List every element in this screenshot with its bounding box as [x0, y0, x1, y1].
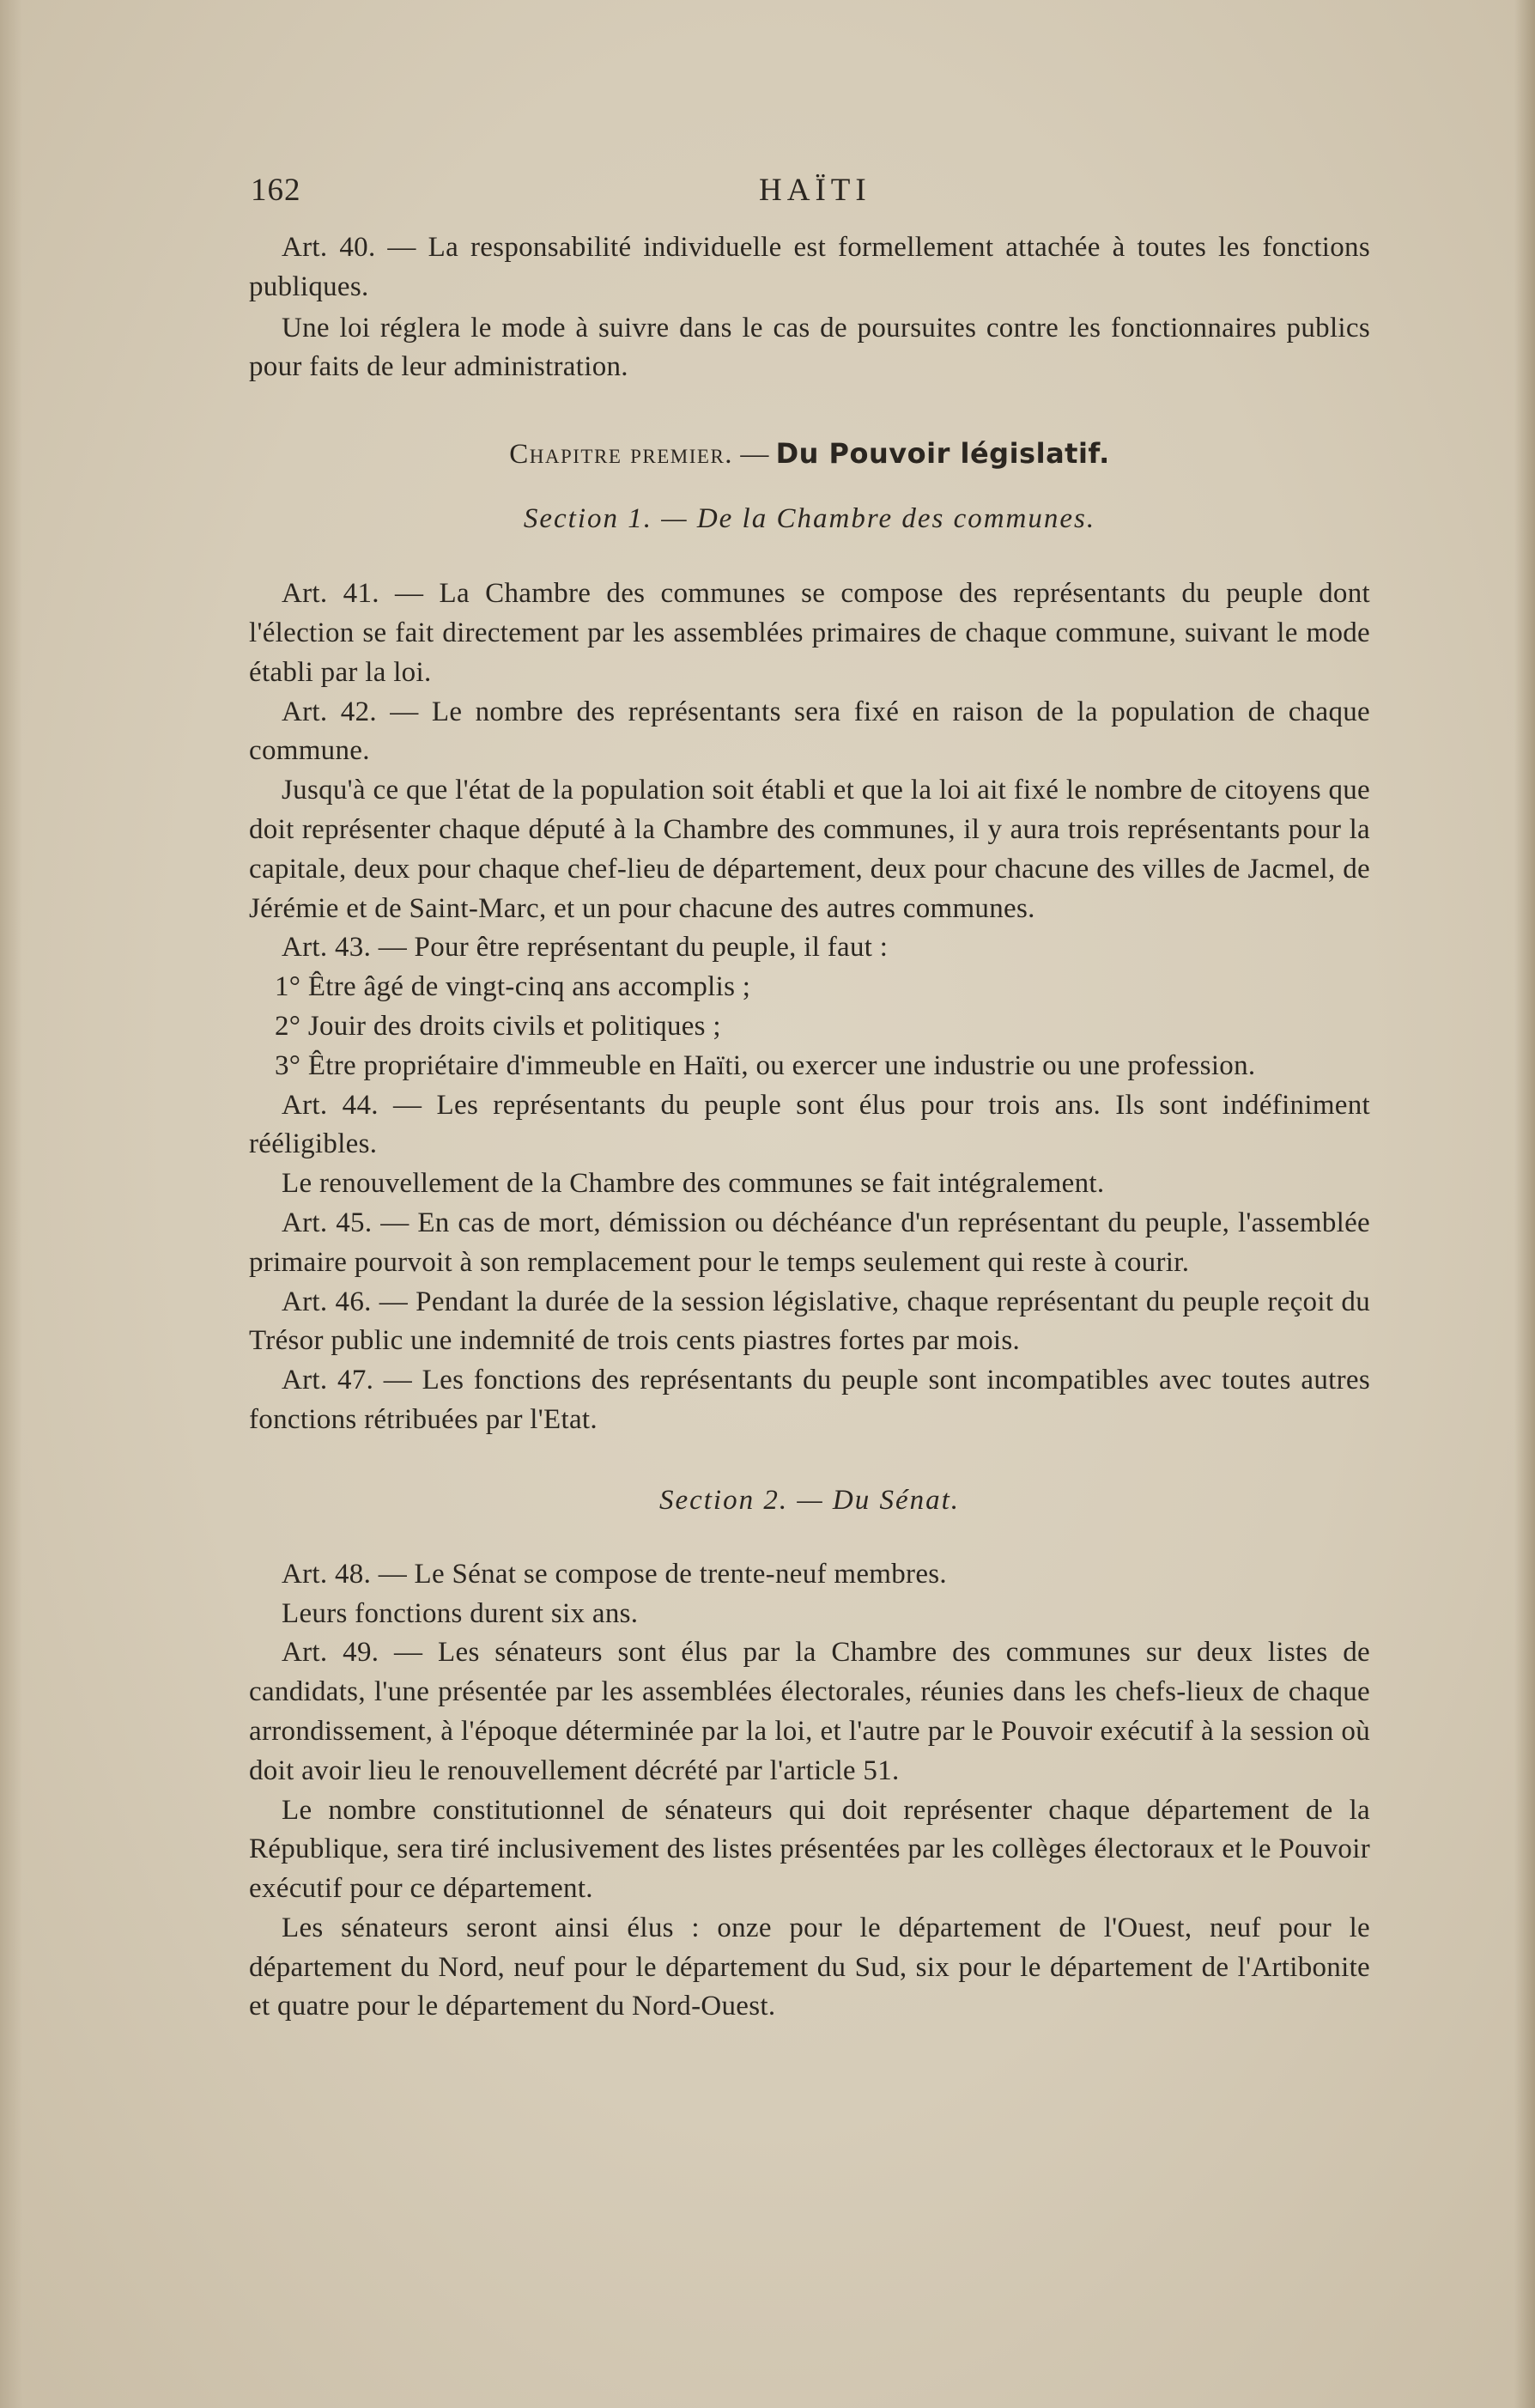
article-44-continuation: Le renouvellement de la Chambre des communes se fait intégralement.: [282, 1168, 1105, 1200]
article-40-paragraph: Art. 40. — La responsabilité individuelle est formellement attachée à toutes les fonctions publiques.: [249, 232, 1370, 302]
article-45-paragraph: Art. 45. — En cas de mort, démission ou déchéance d'un représentant du peuple, l'assemblée primaire pourvoit à son remplacement pour le temps seulement qui reste à courir.: [249, 1207, 1370, 1278]
condition-item: 3° Être propriétaire d'immeuble en Haïti, ou exercer une industrie ou une profession.: [275, 1049, 1256, 1081]
article-43-paragraph: Art. 43. — Pour être représentant du peuple, il faut :: [282, 932, 889, 964]
page-edge-left: [0, 0, 22, 2408]
article-48-continuation: Leurs fonctions durent six ans.: [282, 1597, 639, 1629]
chapter-label: Chapitre premier.: [509, 439, 734, 471]
article-47-paragraph: Art. 47. — Les fonctions des représentants du peuple sont incompatibles avec toutes autres fonctions rétribuées par l'Etat.: [249, 1365, 1370, 1435]
chapter-heading: [249, 433, 1370, 475]
article-49-paragraph: Art. 49. — Les sénateurs sont élus par la Chambre des communes sur deux listes de candidats, l'une présentée par les assemblées électorales, réunies dans les chefs-lieux de chaque arrondissement, à l'époque déterminée par la loi, et l'autre par le Pouvoir exécutif à la session où doit avoir lieu le renouvellement décrété par l'article 51.: [249, 1637, 1370, 1786]
condition-item: 1° Être âgé de vingt-cinq ans accomplis ;: [275, 971, 751, 1003]
article-49-distribution: Les sénateurs seront ainsi élus : onze pour le département de l'Ouest, neuf pour le département du Nord, neuf pour le département du Sud, six pour le département de l'Artibonite et quatre pour le département du Nord-Ouest.: [249, 1912, 1370, 2022]
page-edge-right: [1514, 0, 1535, 2408]
article-42-paragraph: Art. 42. — Le nombre des représentants sera fixé en raison de la population de chaque commune.: [249, 696, 1370, 767]
page-header: [251, 172, 1375, 223]
article-42-continuation: Jusqu'à ce que l'état de la population soit établi et que la loi ait fixé le nombre de citoyens que doit représenter chaque député à la Chambre des communes, il y aura trois représentants pour la capitale, deux pour chaque chef-lieu de département, deux pour chacune des villes de Jacmel, de Jérémie et de Saint-Marc, et un pour chacune des autres communes.: [249, 775, 1370, 924]
running-title: HAÏTI: [759, 173, 871, 208]
section-2-heading: Section 2. — Du Sénat.: [658, 1484, 961, 1516]
article-48-paragraph: Art. 48. — Le Sénat se compose de trente-neuf membres.: [282, 1558, 947, 1590]
article-46-paragraph: Art. 46. — Pendant la durée de la session législative, chaque représentant du peuple reçoit du Trésor public une indemnité de trois cents piastres fortes par mois.: [249, 1286, 1370, 1357]
chapter-dash: —: [733, 439, 776, 471]
page-number: 162: [251, 173, 301, 208]
article-44-paragraph: Art. 44. — Les représentants du peuple sont élus pour trois ans. Ils sont indéfiniment rééligibles.: [249, 1089, 1370, 1160]
article-40-continuation: Une loi réglera le mode à suivre dans le cas de poursuites contre les fonctionnaires publics pour faits de leur administration.: [249, 312, 1370, 383]
article-41-paragraph: Art. 41. — La Chambre des communes se compose des représentants du peuple dont l'élection se fait directement par les assemblées primaires de chaque commune, suivant le mode établi par la loi.: [249, 578, 1370, 688]
chapter-title: Du Pouvoir législatif.: [775, 437, 1110, 471]
body-text: [249, 228, 1370, 2027]
section-1-heading: Section 1. — De la Chambre des communes.: [523, 503, 1096, 535]
article-49-continuation: Le nombre constitutionnel de sénateurs qui doit représenter chaque département de la République, sera tiré inclusivement des listes présentées par les collèges électoraux et le Pouvoir exécutif pour ce département.: [249, 1794, 1370, 1905]
condition-item: 2° Jouir des droits civils et politiques ;: [275, 1010, 721, 1042]
